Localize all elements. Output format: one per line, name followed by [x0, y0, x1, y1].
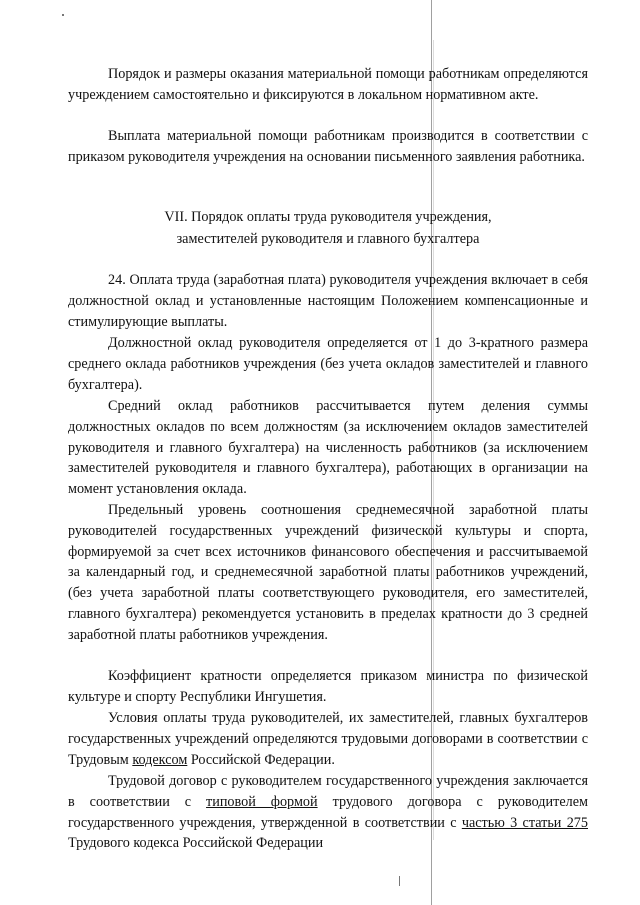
link-article-275[interactable]: частью 3 статьи 275	[461, 814, 588, 831]
link-standard-form[interactable]: типовой формой	[206, 793, 318, 810]
link-labor-code[interactable]: кодексом	[132, 751, 188, 768]
paragraph-director-salary: Должностной оклад руководителя определяется от 1 до 3-кратного размера среднего оклада работников учреждения (без учета окладов заместителей и главного бухгалтера).	[68, 335, 588, 393]
paragraph-material-aid-payment: Выплата материальной помощи работникам производится в соответствии с приказом руководителя учреждения на основании письменного заявления работника.	[68, 128, 588, 165]
text-span: Трудового кодекса Российской Федерации	[68, 835, 324, 852]
scan-speck	[399, 876, 400, 886]
paragraph-labor-conditions	[68, 708, 588, 770]
text-span: Условия оплаты труда руководителей, их заместителей, главных бухгалтеров государственных учреждений определяются трудовыми договорами в соответствии с Трудовым	[68, 710, 588, 768]
section-heading-line2: заместителей руководителя и главного бухгалтера	[176, 231, 480, 247]
paragraph-salary-ratio-limit: Предельный уровень соотношения среднемесячной заработной платы руководителей государственных учреждений физической культуры и спорта, формируемой за счет всех источников финансового обеспечения и рассчитываемой за календарный год, и среднемесячной заработной платы работников учреждений, (без учета заработной платы соответствующего руководителя, его заместителей, главного бухгалтера) рекомендуется установить в пределах кратности до 3 средней заработной платы работников учреждения.	[68, 502, 588, 643]
paragraph-average-salary: Средний оклад работников рассчитывается путем деления суммы должностных окладов по всем должностям (за исключением окладов заместителей руководителя и главного бухгалтера) на численность работников (за исключением заместителей руководителя и главного бухгалтера), работающих в организации на момент установления оклада.	[68, 398, 588, 498]
paragraph-material-aid-order: Порядок и размеры оказания материальной помощи работникам определяются учреждением самостоятельно и фиксируются в локальном нормативном акте.	[68, 66, 588, 103]
paragraph-24-director-pay: 24. Оплата труда (заработная плата) руководителя учреждения включает в себя должностной оклад и установленные настоящим Положением компенсационные и стимулирующие выплаты.	[68, 272, 588, 330]
text-span: Трудовой договор с руководителем государственного учреждения заключается в соответствии с	[68, 773, 588, 810]
paragraph-employment-contract	[68, 771, 588, 854]
text-span: Российской Федерации.	[187, 751, 335, 768]
section-heading-line1: VII. Порядок оплаты труда руководителя учреждения,	[164, 209, 492, 225]
paragraph-ratio-coefficient: Коэффициент кратности определяется приказом министра по физической культуре и спорту Республики Ингушетия.	[68, 668, 588, 705]
text-span: трудового договора с руководителем государственного учреждения, утвержденной в соответствии с	[68, 793, 588, 831]
scan-speck	[62, 14, 64, 16]
